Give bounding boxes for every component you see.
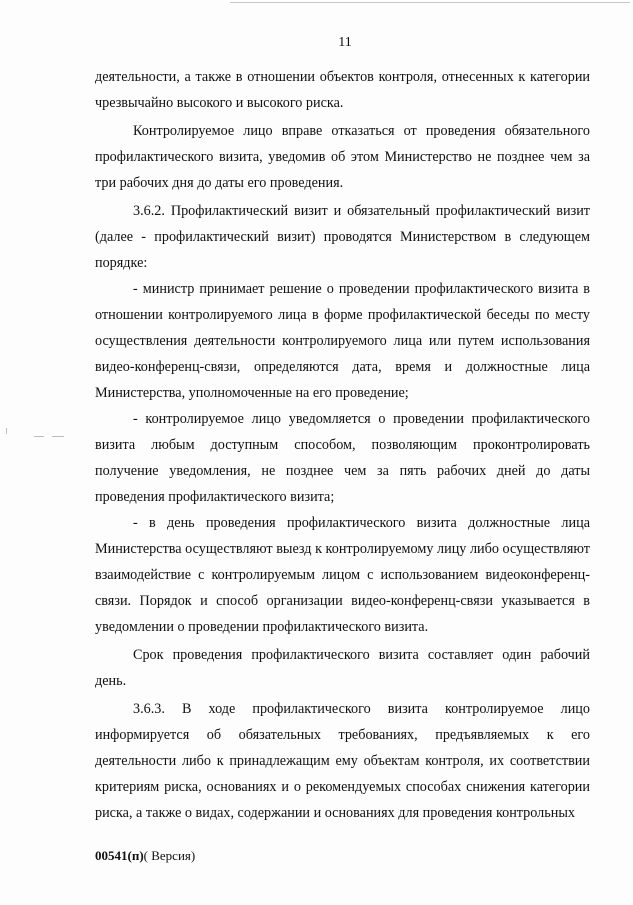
footer-document-code xyxy=(95,848,195,864)
footer-version: ( Версия) xyxy=(143,848,196,863)
scan-artifact xyxy=(6,428,7,434)
scan-top-border xyxy=(230,2,630,3)
scan-artifact xyxy=(34,436,44,437)
page-number: 11 xyxy=(338,35,352,50)
list-item-notification: - контролируемое лицо уведомляется о проведении профилактического визита любым доступным способом, позволяющим проконтролировать получение уведомления, не позднее чем за пять рабочих дней до даты проведения профилактического визита; xyxy=(95,411,590,505)
list-item-visit-day: - в день проведения профилактического визита должностные лица Министерства осуществляют выезд к контролируемому лицу либо осуществляют взаимодействие с контролируемым лицом с использованием видеоконференц-связи. Порядок и способ организации видео-конференц-связи указывается в уведомлении о проведении профилактического визита. xyxy=(95,515,590,635)
paragraph-visit-duration: Срок проведения профилактического визита составляет один рабочий день. xyxy=(95,647,590,689)
footer-code: 00541(п) xyxy=(95,848,144,863)
document-body xyxy=(95,64,590,826)
paragraph-section-3-6-3: 3.6.3. В ходе профилактического визита контролируемое лицо информируется об обязательных требованиях, предъявляемых к его деятельности либо к принадлежащим ему объектам контроля, их соответствии критериям риска, основаниях и о рекомендуемых способах снижения категории риска, а также о видах, содержании и основаниях для проведения контрольных xyxy=(95,701,590,821)
paragraph-continuation: деятельности, а также в отношении объектов контроля, отнесенных к категории чрезвычайно высокого и высокого риска. xyxy=(95,69,590,111)
scan-artifact xyxy=(52,436,64,437)
list-item-minister-decision: - министр принимает решение о проведении профилактического визита в отношении контролируемого лица в форме профилактической беседы по месту осуществления деятельности контролируемого лица или путем использования видео-конференц-связи, определяются дата, время и должностные лица Министерства, уполномоченные на его проведение; xyxy=(95,281,590,401)
paragraph-section-3-6-2: 3.6.2. Профилактический визит и обязательный профилактический визит (далее - профилактический визит) проводятся Министерством в следующем порядке: xyxy=(95,203,590,271)
paragraph-refusal-right: Контролируемое лицо вправе отказаться от проведения обязательного профилактического визита, уведомив об этом Министерство не позднее чем за три рабочих дня до даты его проведения. xyxy=(95,123,590,191)
